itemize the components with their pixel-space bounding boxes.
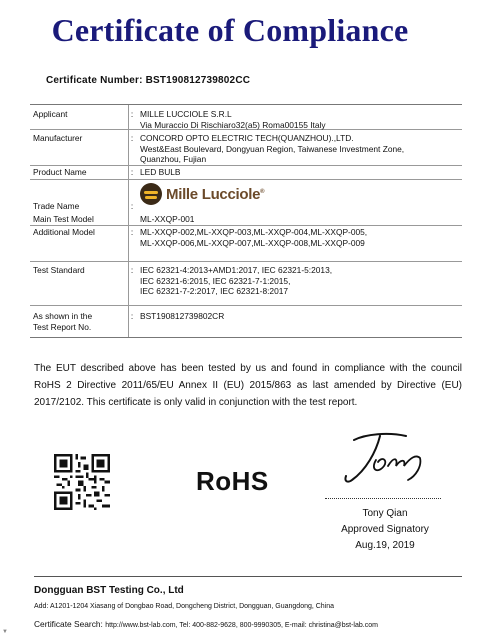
certificate-details-table	[30, 104, 462, 338]
corner-marker-icon: ▼	[2, 629, 8, 635]
handwritten-signature	[336, 430, 446, 486]
table-row: Manufacturer : CONCORD OPTO ELECTRIC TECH(QUANZHOU).,LTD. West&East Boulevard, Dongyuan Region, Taiwanese Investment Zone, Quanzhou, Fujian	[30, 129, 462, 166]
row-value: LED BULB	[140, 167, 181, 177]
certificate-number: Certificate Number: BST190812739802CC	[46, 75, 251, 86]
row-label: Main Test Model	[33, 214, 94, 224]
row-value: ML-XXQP-002,ML-XXQP-003,ML-XXQP-004,ML-XXQP-005, ML-XXQP-006,ML-XXQP-007,ML-XXQP-008,ML-XXQP-009	[140, 227, 368, 248]
row-label: Test Standard	[33, 265, 85, 275]
certificate-search-line: Certificate Search: http://www.bst-lab.com, Tel: 400-882-9628, 800-9990305, E-mail: christina@bst-lab.com	[34, 619, 378, 629]
qr-code-icon	[54, 454, 110, 510]
table-row: Test Standard : IEC 62321-4:2013+AMD1:2017, IEC 62321-5:2013, IEC 62321-6:2015, IEC 62321-7-1:2015, IEC 62321-7-2:2017, IEC 62321-8:2017	[30, 261, 462, 306]
table-row: Applicant : MILLE LUCCIOLE S.R.L Via Muraccio Di Rischiaro32(a5) Roma00155 Italy	[30, 105, 462, 130]
footer-divider	[34, 576, 462, 577]
row-label: Applicant	[33, 109, 68, 119]
contact-info[interactable]: http://www.bst-lab.com, Tel: 400-882-9628, 800-9990305, E-mail: christina@bst-lab.com	[105, 622, 378, 629]
table-row: Trade Name : Mille Lucciole®	[30, 179, 462, 213]
row-label: Additional Model	[33, 227, 95, 237]
firefly-logo-icon	[140, 183, 162, 205]
row-label: Trade Name	[33, 201, 80, 211]
table-row: Product Name : LED BULB	[30, 165, 462, 180]
company-name: Dongguan BST Testing Co., Ltd	[34, 585, 184, 596]
table-row: Additional Model : ML-XXQP-002,ML-XXQP-003,ML-XXQP-004,ML-XXQP-005, ML-XXQP-006,ML-XXQP-007,ML-XXQP-008,ML-XXQP-009	[30, 225, 462, 262]
signatory-name: Tony Qian	[362, 508, 408, 519]
row-label: As shown in the Test Report No.	[33, 311, 93, 332]
certificate-title: Certificate of Compliance	[51, 12, 409, 48]
trade-name-logo: Mille Lucciole®	[140, 183, 458, 205]
signatory-block	[320, 506, 450, 554]
signature-date: Aug.19, 2019	[355, 540, 415, 551]
row-label: Product Name	[33, 167, 87, 177]
row-value: CONCORD OPTO ELECTRIC TECH(QUANZHOU).,LTD. West&East Boulevard, Dongyuan Region, Taiwanese Investment Zone, Quanzhou, Fujian	[140, 133, 405, 164]
rohs-logo: RoHS	[196, 466, 269, 496]
table-row: As shown in the Test Report No. : BST190812739802CR	[30, 305, 462, 337]
row-value: ML-XXQP-001	[140, 214, 195, 224]
company-address: Add: A1201-1204 Xiasang of Dongbao Road, Dongcheng District, Dongguan, Guangdong, China	[34, 603, 335, 610]
compliance-statement: The EUT described above has been tested by us and found in compliance with the council RoHS 2 Directive 2011/65/EU Annex II (EU) 2015/863 as last amended by Directive (EU) 2017/2102. This certificate is only valid in conjunction with the test report.	[34, 363, 462, 408]
signature-line	[325, 498, 441, 499]
signatory-role: Approved Signatory	[341, 524, 429, 535]
row-value: MILLE LUCCIOLE S.R.L Via Muraccio Di Rischiaro32(a5) Roma00155 Italy	[140, 109, 326, 130]
row-value: BST190812739802CR	[140, 311, 225, 321]
row-value: IEC 62321-4:2013+AMD1:2017, IEC 62321-5:2013, IEC 62321-6:2015, IEC 62321-7-1:2015, IEC 62321-7-2:2017, IEC 62321-8:2017	[140, 265, 333, 296]
row-label: Manufacturer	[33, 133, 83, 143]
